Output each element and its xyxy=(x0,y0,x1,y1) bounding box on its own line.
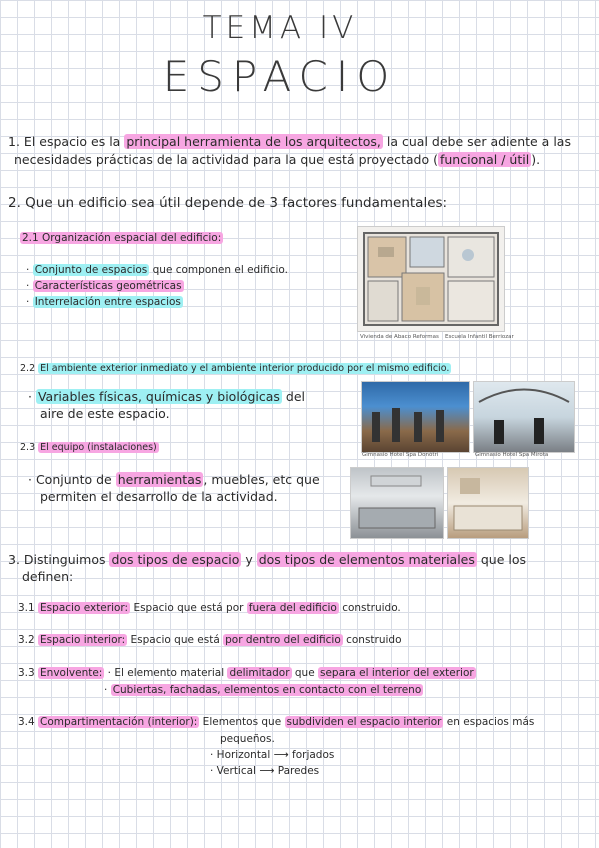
kitchen-image-2 xyxy=(447,467,529,539)
s2-2-number: 2.2 xyxy=(20,363,39,374)
s3-text: que los xyxy=(476,552,527,567)
s2-1-bullet-2: · Características geométricas xyxy=(26,280,182,292)
s3-highlight: dos tipos de espacio xyxy=(111,552,240,567)
s1-line-1 xyxy=(8,132,571,151)
s3-2-text: construido xyxy=(342,634,402,646)
s2-2-highlight: El ambiente exterior inmediato y el ambiente interior producido por el mismo edificio. xyxy=(40,363,450,374)
s3-4-vertical: · Vertical ⟶ Paredes xyxy=(210,765,320,777)
s3-3-highlight: delimitador xyxy=(229,667,290,679)
s3-intro-line-1 xyxy=(8,550,526,569)
s3-4-horizontal: · Horizontal ⟶ forjados xyxy=(210,749,335,761)
s3-2 xyxy=(18,631,402,650)
s2-1-bullet-3: · Interrelación entre espacios xyxy=(26,296,181,308)
s1-highlight: principal herramienta de los arquitectos, xyxy=(126,134,381,149)
s3-1 xyxy=(18,599,401,618)
gym-equipment-drawing xyxy=(474,382,574,452)
kitchen-drawing xyxy=(351,468,443,538)
plan-caption-2: Escuela Infantil Berriozar xyxy=(445,334,514,340)
s3-3-term: Envolvente: xyxy=(40,667,103,679)
bullet-highlight: Interrelación entre espacios xyxy=(34,296,181,308)
gym-equipment-drawing xyxy=(362,382,469,452)
s3-text: 3. Distinguimos xyxy=(8,552,110,567)
gym-caption-1: Gimnasio Hotel Spa Donótri xyxy=(362,452,439,458)
kitchen-drawing xyxy=(448,468,528,538)
s1-text: la cual debe ser adiente a las xyxy=(382,134,571,149)
s1-text: ). xyxy=(531,152,541,167)
floor-plan-drawing xyxy=(358,227,504,331)
s2-2-heading xyxy=(20,359,451,378)
s1-text: necesidades prácticas de la actividad para la que está proyectado ( xyxy=(14,152,438,167)
s3-4-term: Compartimentación (interior): xyxy=(40,716,198,728)
bullet-highlight: Características geométricas xyxy=(34,280,182,292)
s3-4 xyxy=(18,713,534,732)
s3-4-line-2: pequeños. xyxy=(220,733,275,745)
s3-1-highlight: fuera del edificio xyxy=(248,602,337,614)
s1-text: El espacio es la xyxy=(23,134,125,149)
s2-3-highlight: El equipo (instalaciones) xyxy=(40,442,157,453)
s1-line-2 xyxy=(14,150,540,169)
s2-1-highlight: 2.1 Organización espacial del edificio: xyxy=(22,232,222,244)
gym-image-1 xyxy=(361,381,470,453)
s2-3-number: 2.3 xyxy=(20,442,39,453)
s3-1-term: Espacio exterior: xyxy=(40,602,129,614)
s3-3-text: · xyxy=(104,684,111,696)
s3-3-line-2 xyxy=(104,681,423,700)
s3-4-text: en espacios más xyxy=(443,716,535,728)
bullet-text: del xyxy=(281,389,305,404)
s3-1-number: 3.1 xyxy=(18,602,39,614)
s3-3-text: que xyxy=(291,667,318,679)
s3-intro-line-2: definen: xyxy=(22,569,74,584)
s1-highlight: funcional / útil xyxy=(439,152,530,167)
s3-2-highlight: por dentro del edificio xyxy=(225,634,341,646)
s2-intro: 2. Que un edificio sea útil depende de 3 factores fundamentales: xyxy=(8,195,448,211)
s3-4-highlight: subdividen el espacio interior xyxy=(286,716,442,728)
s3-2-term: Espacio interior: xyxy=(40,634,126,646)
s2-1-heading xyxy=(20,229,223,248)
title-line-1: TEMA IV xyxy=(202,10,358,46)
floor-plan-image xyxy=(357,226,505,332)
s3-1-text: Espacio que está por xyxy=(130,602,247,614)
bullet-highlight: Conjunto de espacios xyxy=(34,264,148,276)
s2-2-bullet: · Variables físicas, químicas y biológicas del xyxy=(28,389,305,404)
s3-3-text: · El elemento material xyxy=(104,667,228,679)
gym-caption-2: Gimnasio Hotel Spa Mirota xyxy=(475,452,549,458)
s2-1-bullet-1: · Conjunto de espacios que componen el edificio. xyxy=(26,264,288,276)
bullet-text: Conjunto de xyxy=(35,472,116,487)
s2-2-bullet-cont: aire de este espacio. xyxy=(40,406,170,421)
s3-3-number: 3.3 xyxy=(18,667,39,679)
s3-3-highlight: Cubiertas, fachadas, elementos en contacto con el terreno xyxy=(112,684,422,696)
plan-caption-1: Vivienda de Abaco Reformas xyxy=(360,334,439,340)
s3-text: y xyxy=(241,552,257,567)
bullet-text: que componen el edificio. xyxy=(149,264,288,276)
bullet-text: , muebles, etc que xyxy=(203,472,320,487)
s2-3-heading xyxy=(20,438,159,457)
s2-3-bullet: · Conjunto de herramientas , muebles, etc que xyxy=(28,472,320,487)
gym-image-2 xyxy=(473,381,575,453)
s1-number: 1. xyxy=(8,134,20,149)
s3-1-text: construido. xyxy=(338,602,401,614)
title-line-2: ESPACIO xyxy=(162,52,398,101)
bullet-highlight: Variables físicas, químicas y biológicas xyxy=(37,389,280,404)
s3-4-text: Elementos que xyxy=(199,716,285,728)
kitchen-image-1 xyxy=(350,467,444,539)
s3-2-number: 3.2 xyxy=(18,634,39,646)
s3-4-number: 3.4 xyxy=(18,716,39,728)
s3-2-text: Espacio que está xyxy=(127,634,224,646)
s2-3-bullet-cont: permiten el desarrollo de la actividad. xyxy=(40,489,278,504)
s3-highlight: dos tipos de elementos materiales xyxy=(258,552,475,567)
s3-3-highlight: separa el interior del exterior xyxy=(320,667,474,679)
bullet-highlight: herramientas xyxy=(117,472,202,487)
